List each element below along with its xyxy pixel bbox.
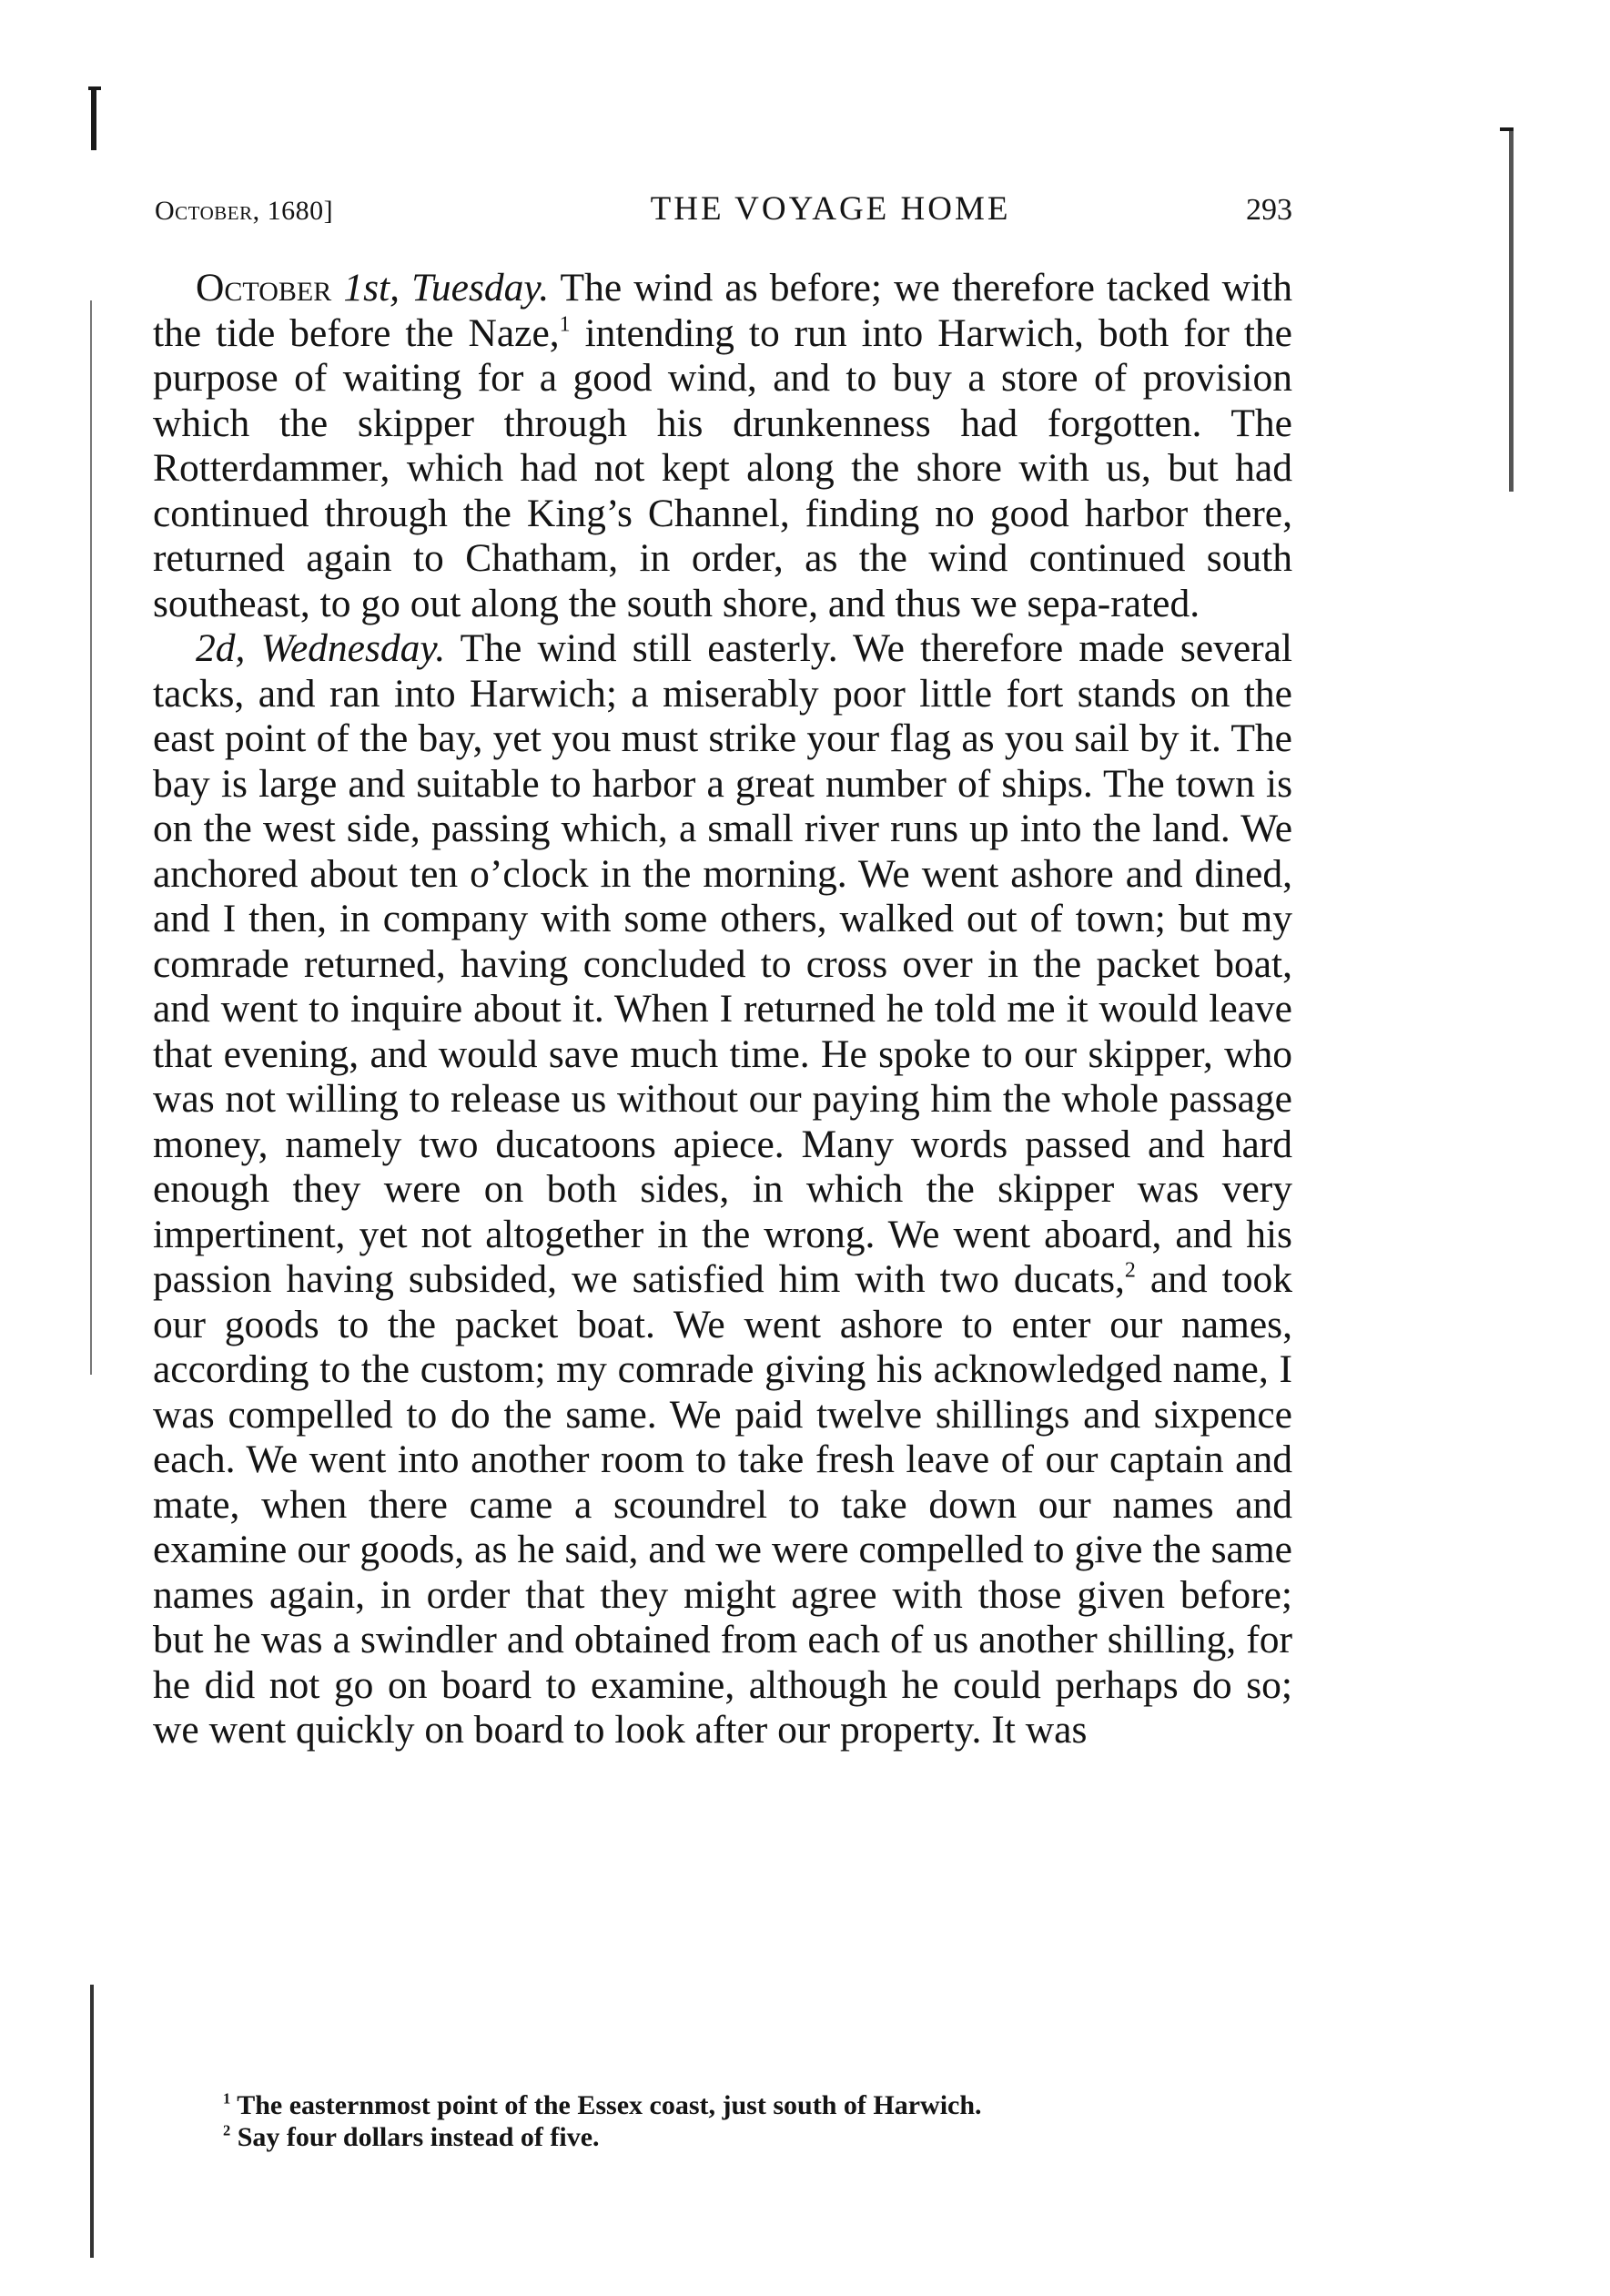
scan-edge-mark xyxy=(88,86,101,90)
scan-edge-mark xyxy=(91,86,96,150)
entry-lead: October xyxy=(196,266,332,310)
paragraph-text: The wind still easterly. We therefore made several tacks, and ran into Harwich; a miserably poor little fort stands on the east point of the bay, yet you must strike your flag as you sail by it. The bay is large and suitable to harbor a great number of ships. The town is on the west side, passing which, a small river runs up into the land. We anchored about ten o’clock in the morning. We went ashore and dined, and I then, in company with some others, walked out of town; but my comrade returned, having concluded to cross over in the packet boat, and went to inquire about it. When I returned he told me it would leave that evening, and would save much time. He spoke to our skipper, who was not willing to release us without our paying him the whole passage money, namely two ducatoons apiece. Many words passed and hard enough they were on both sides, in which the skipper was very impertinent, yet not altogether in the wrong. We went aboard, and his passion having subsided, we satisfied him with two ducats, xyxy=(153,626,1293,1301)
entry-day: Tuesday. xyxy=(411,266,550,310)
scan-edge-mark xyxy=(1509,127,1514,492)
scan-edge-mark xyxy=(90,1985,94,2258)
paragraph-october-1 xyxy=(153,266,1292,626)
paragraph-text: The wind as before; we therefore tacked with the tide before the Naze, xyxy=(153,266,1293,355)
footnote-ref: 1 xyxy=(559,311,571,336)
footnote-marker: 2 xyxy=(223,2121,231,2139)
scan-edge-mark xyxy=(90,300,92,1375)
body-text xyxy=(153,266,1292,1753)
page-number: 293 xyxy=(1245,193,1292,227)
running-header xyxy=(155,189,1292,229)
paragraph-text: intending to run into Harwich, both for the purpose of waiting for a good wind, and to buy a store of provision which the skipper through his drunkenness had forgotten. The Rotterdammer, which had not kept along the shore with us, but had continued through the King’s Channel, finding no good harbor there, returned again to Chatham, in order, as the wind continued south southeast, to go out along the south shore, and thus we sepa-rated. xyxy=(153,310,1292,625)
footnote-text: Say four dollars instead of five. xyxy=(237,2122,600,2152)
header-date: October, 1680] xyxy=(155,196,334,226)
entry-date: 1st, xyxy=(343,266,400,310)
scan-edge-mark xyxy=(1500,127,1514,131)
entry-date: 2d, xyxy=(196,626,246,670)
footnote-text: The easternmost point of the Essex coast, just south of Harwich. xyxy=(237,2090,982,2120)
paragraph-october-2 xyxy=(153,626,1292,1753)
paragraph-text: and took our goods to the packet boat. We went ashore to enter our names, according to the custom; my comrade giving his acknowledged name, I was compelled to do the same. We paid twelve shillings and sixpence each. We went into another room to take fresh leave of our captain and mate, when there came a scoundrel to take down our names and examine our goods, as he said, and we were compelled to give the same names again, in order that they might agree with those given before; but he was a swindler and obtained from each of us another shilling, for he did not go on board to examine, although he could perhaps do so; we went quickly on board to look after our property. It was xyxy=(153,1257,1292,1752)
footnote-marker: 1 xyxy=(223,2089,231,2108)
entry-day: Wednesday. xyxy=(260,626,446,670)
footnote xyxy=(223,2089,1242,2121)
header-title: THE VOYAGE HOME xyxy=(650,190,1011,228)
footnote xyxy=(223,2121,1242,2153)
footnote-ref: 2 xyxy=(1124,1258,1136,1283)
footnotes xyxy=(223,2089,1242,2153)
